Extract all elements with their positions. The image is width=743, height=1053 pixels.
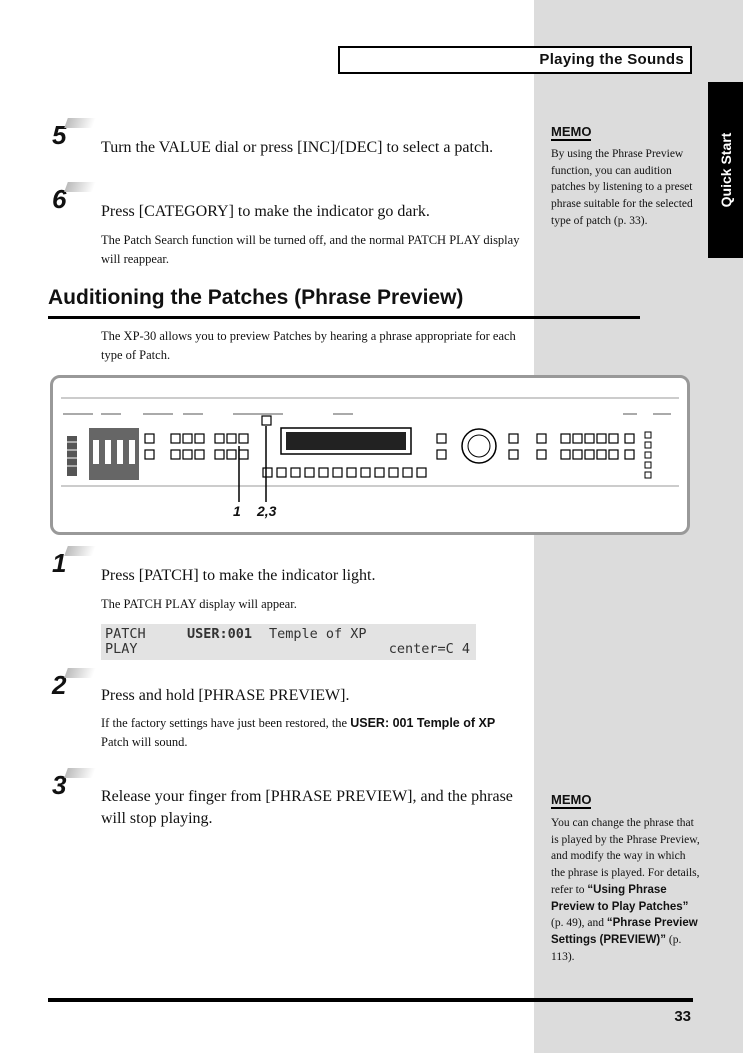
memo-label: MEMO: [551, 124, 592, 139]
step-note-patch: USER: 001 Temple of XP: [350, 716, 496, 730]
step-number: 6: [52, 184, 67, 214]
section-heading: Auditioning the Patches (Phrase Preview): [48, 286, 464, 309]
step-text: Press [CATEGORY] to make the indicator go dark.: [101, 203, 430, 220]
side-tab: [708, 82, 743, 258]
memo-text-2: (p. 49), and: [551, 917, 607, 930]
lcd-patch-name: Temple of XP: [269, 626, 367, 642]
panel-illustration: [53, 378, 687, 532]
heading-rule: [48, 316, 640, 319]
memo-text: [551, 815, 701, 965]
memo-link-1: “Using Phrase Preview to Play Patches”: [551, 883, 689, 913]
section-header: [338, 46, 692, 74]
step-number: 3: [52, 770, 67, 800]
lcd-line2-label: PLAY: [105, 641, 138, 657]
section-intro: The XP-30 allows you to preview Patches by hearing a phrase appropriate for each type of Patch.: [101, 329, 516, 362]
page-number: 33: [674, 1008, 691, 1025]
step-text: Press and hold [PHRASE PREVIEW].: [101, 687, 350, 704]
callout-step-1: 1: [233, 503, 241, 519]
step-note-pre: If the factory settings have just been restored, the: [101, 716, 351, 730]
lcd-patch-number: USER:001: [187, 626, 253, 642]
step-note-post: Patch will sound.: [101, 735, 188, 749]
step-note: [101, 714, 526, 752]
lcd-display-example: [101, 624, 476, 660]
memo-text-1: You can change the phrase that is played by the Phrase Preview, and modify the way in which the phrase is played. For details, refer to: [551, 817, 700, 896]
callout-steps-2-3: 2,3: [257, 503, 277, 519]
xp30-panel-diagram: [50, 375, 690, 535]
step-note: The Patch Search function will be turned off, and the normal PATCH PLAY display will reappear.: [101, 233, 520, 266]
step-text: Release your finger from [PHRASE PREVIEW], and the phrase will stop playing.: [101, 788, 513, 827]
step-text: Press [PATCH] to make the indicator light.: [101, 567, 376, 584]
memo-label: MEMO: [551, 792, 592, 807]
memo-text-3: (p. 113).: [551, 933, 682, 963]
footer-rule: [48, 998, 693, 1002]
side-tab-label: Quick Start: [717, 132, 734, 208]
section-title: Playing the Sounds: [539, 51, 684, 68]
step-number: 5: [52, 120, 67, 150]
lcd-line1-label: PATCH: [105, 626, 146, 642]
lcd-center-key: center=C 4: [388, 641, 470, 657]
step-note: The PATCH PLAY display will appear.: [101, 597, 297, 611]
step-text: Turn the VALUE dial or press [INC]/[DEC] to select a patch.: [101, 139, 494, 156]
step-number: 2: [52, 670, 67, 700]
memo-text: By using the Phrase Preview function, you can audition patches by listening to a preset phrase suitable for the selected type of patch (p. 33).: [551, 148, 693, 227]
step-number: 1: [52, 548, 67, 578]
memo-link-2: “Phrase Preview Settings (PREVIEW)”: [551, 917, 698, 946]
